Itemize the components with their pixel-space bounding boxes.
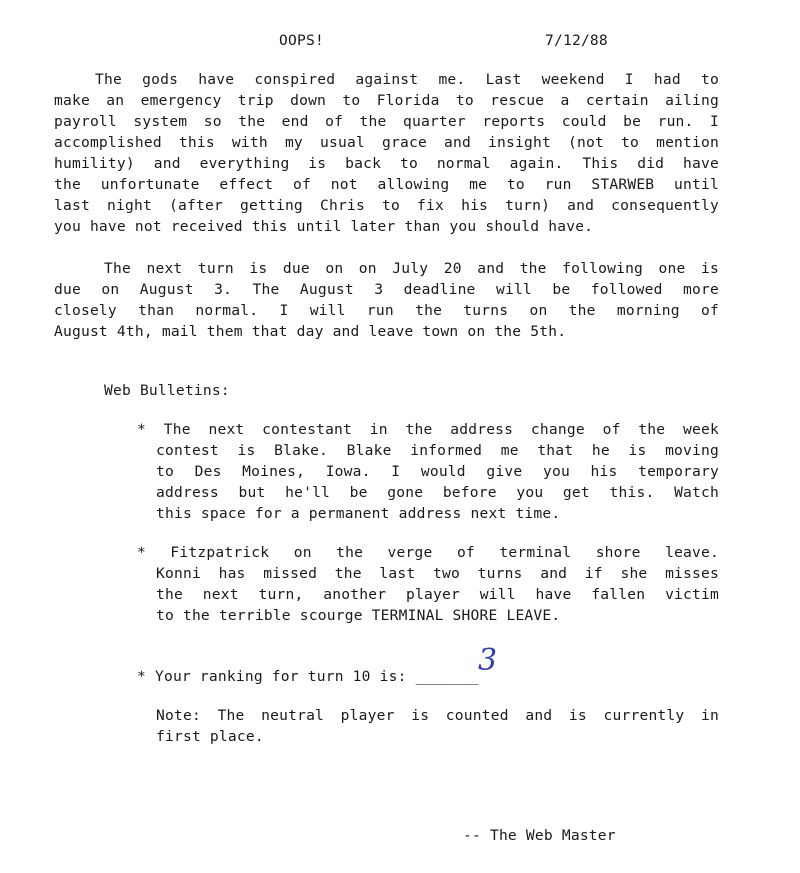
- bulletins-heading: Web Bulletins:: [104, 382, 230, 399]
- bulletin-1-line-4: address but he'll be gone before you get this. Watch: [156, 484, 719, 501]
- p1-line-5: humility) and everything is back to normal again. This did have: [54, 155, 719, 172]
- p1-line-2: make an emergency trip down to Florida to rescue a certain ailing: [54, 92, 719, 109]
- ranking-line: * Your ranking for turn 10 is: _______: [137, 668, 479, 685]
- p2-line-2: due on August 3. The August 3 deadline will be followed more: [54, 281, 719, 298]
- note-line-2: first place.: [156, 728, 264, 745]
- bulletin-1-line-1: * The next contestant in the address change of the week: [137, 421, 719, 438]
- p2-line-3: closely than normal. I will run the turns on the morning of: [54, 302, 719, 319]
- bulletin-2-line-1: * Fitzpatrick on the verge of terminal shore leave.: [137, 544, 719, 561]
- signature: -- The Web Master: [463, 827, 616, 844]
- bulletin-1-line-2: contest is Blake. Blake informed me that he is moving: [156, 442, 719, 459]
- p1-line-8: you have not received this until later than you should have.: [54, 218, 594, 235]
- p2-line-4: August 4th, mail them that day and leave town on the 5th.: [54, 323, 567, 340]
- p1-line-3: payroll system so the end of the quarter reports could be run. I: [54, 113, 719, 130]
- bulletin-1-line-5: this space for a permanent address next time.: [156, 505, 561, 522]
- header-date: 7/12/88: [545, 32, 608, 49]
- p1-line-1: The gods have conspired against me. Last weekend I had to: [95, 71, 719, 88]
- p2-line-1: The next turn is due on on July 20 and the following one is: [104, 260, 719, 277]
- bulletin-2-line-4: to the terrible scourge TERMINAL SHORE LEAVE.: [156, 607, 561, 624]
- header-title: OOPS!: [279, 32, 324, 49]
- p1-line-7: last night (after getting Chris to fix his turn) and consequently: [54, 197, 719, 214]
- handwritten-ranking: 3: [478, 643, 498, 678]
- bulletin-2-line-2: Konni has missed the last two turns and if she misses: [156, 565, 719, 582]
- note-line-1: Note: The neutral player is counted and is currently in: [156, 707, 719, 724]
- bulletin-2-line-3: the next turn, another player will have fallen victim: [156, 586, 719, 603]
- bulletin-1-line-3: to Des Moines, Iowa. I would give you his temporary: [156, 463, 719, 480]
- p1-line-6: the unfortunate effect of not allowing me to run STARWEB until: [54, 176, 719, 193]
- p1-line-4: accomplished this with my usual grace and insight (not to mention: [54, 134, 719, 151]
